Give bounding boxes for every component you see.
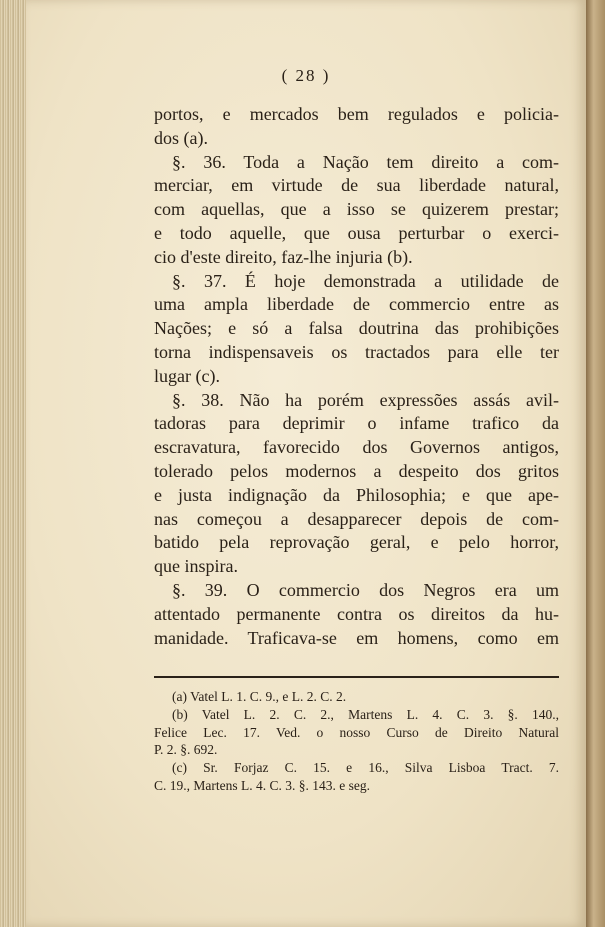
text-line: que inspira. xyxy=(154,556,238,577)
text-line: torna indispensaveis os tractados para elle ter xyxy=(154,341,559,362)
text-line: tolerado pelos modernos a despeito dos gritos xyxy=(154,460,559,481)
footnote-line: P. 2. §. 692. xyxy=(154,742,218,758)
text-line: escravatura, favorecido dos Governos antigos, xyxy=(154,437,559,458)
text-line: merciar, em virtude de sua liberdade natural, xyxy=(154,175,559,196)
body-text xyxy=(154,103,559,650)
book-page-edges xyxy=(0,0,26,927)
text-line: §. 38. Não ha porém expressões assás avil- xyxy=(172,389,559,410)
text-line: nas começou a desapparecer depois de com- xyxy=(154,508,559,529)
footnote-line: (c) Sr. Forjaz C. 15. e 16., Silva Lisboa Tract. 7. xyxy=(172,760,559,776)
text-line: uma ampla liberdade de commercio entre as xyxy=(154,294,559,315)
footnote-line: (b) Vatel L. 2. C. 2., Martens L. 4. C. 3. §. 140., xyxy=(172,706,559,722)
text-line: Nações; e só a falsa doutrina das prohibições xyxy=(154,318,559,339)
text-line: e justa indignação da Philosophia; e que ape- xyxy=(154,484,559,505)
text-line: e todo aquelle, que ousa perturbar o exerci- xyxy=(154,222,559,243)
book-spine-edge xyxy=(586,0,605,927)
footnote-line: Felice Lec. 17. Ved. o nosso Curso de Direito Natural xyxy=(154,724,559,740)
book-page xyxy=(26,0,586,927)
text-line: cio d'este direito, faz-lhe injuria (b). xyxy=(154,246,413,267)
text-line: §. 36. Toda a Nação tem direito a com- xyxy=(172,151,559,172)
text-line: com aquellas, que a isso se quizerem prestar; xyxy=(154,199,559,220)
text-line: §. 37. É hoje demonstrada a utilidade de xyxy=(172,270,559,291)
text-line: lugar (c). xyxy=(154,365,220,386)
footnotes xyxy=(154,688,559,795)
footnote-line: C. 19., Martens L. 4. C. 3. §. 143. e seg. xyxy=(154,777,370,793)
text-line: batido pela reprovação geral, e pelo horror, xyxy=(154,532,559,553)
text-line: manidade. Traficava-se em homens, como em xyxy=(154,627,559,648)
text-line: attentado permanente contra os direitos da hu- xyxy=(154,603,559,624)
footnote-line: (a) Vatel L. 1. C. 9., e L. 2. C. 2. xyxy=(172,689,347,704)
text-line: portos, e mercados bem regulados e policia- xyxy=(154,104,559,124)
text-line: tadoras para deprimir o infame trafico da xyxy=(154,413,559,434)
text-line: §. 39. O commercio dos Negros era um xyxy=(172,579,559,600)
footnote-divider xyxy=(154,676,559,678)
text-line: dos (a). xyxy=(154,127,208,148)
page-number-header: ( 28 ) xyxy=(281,66,331,85)
